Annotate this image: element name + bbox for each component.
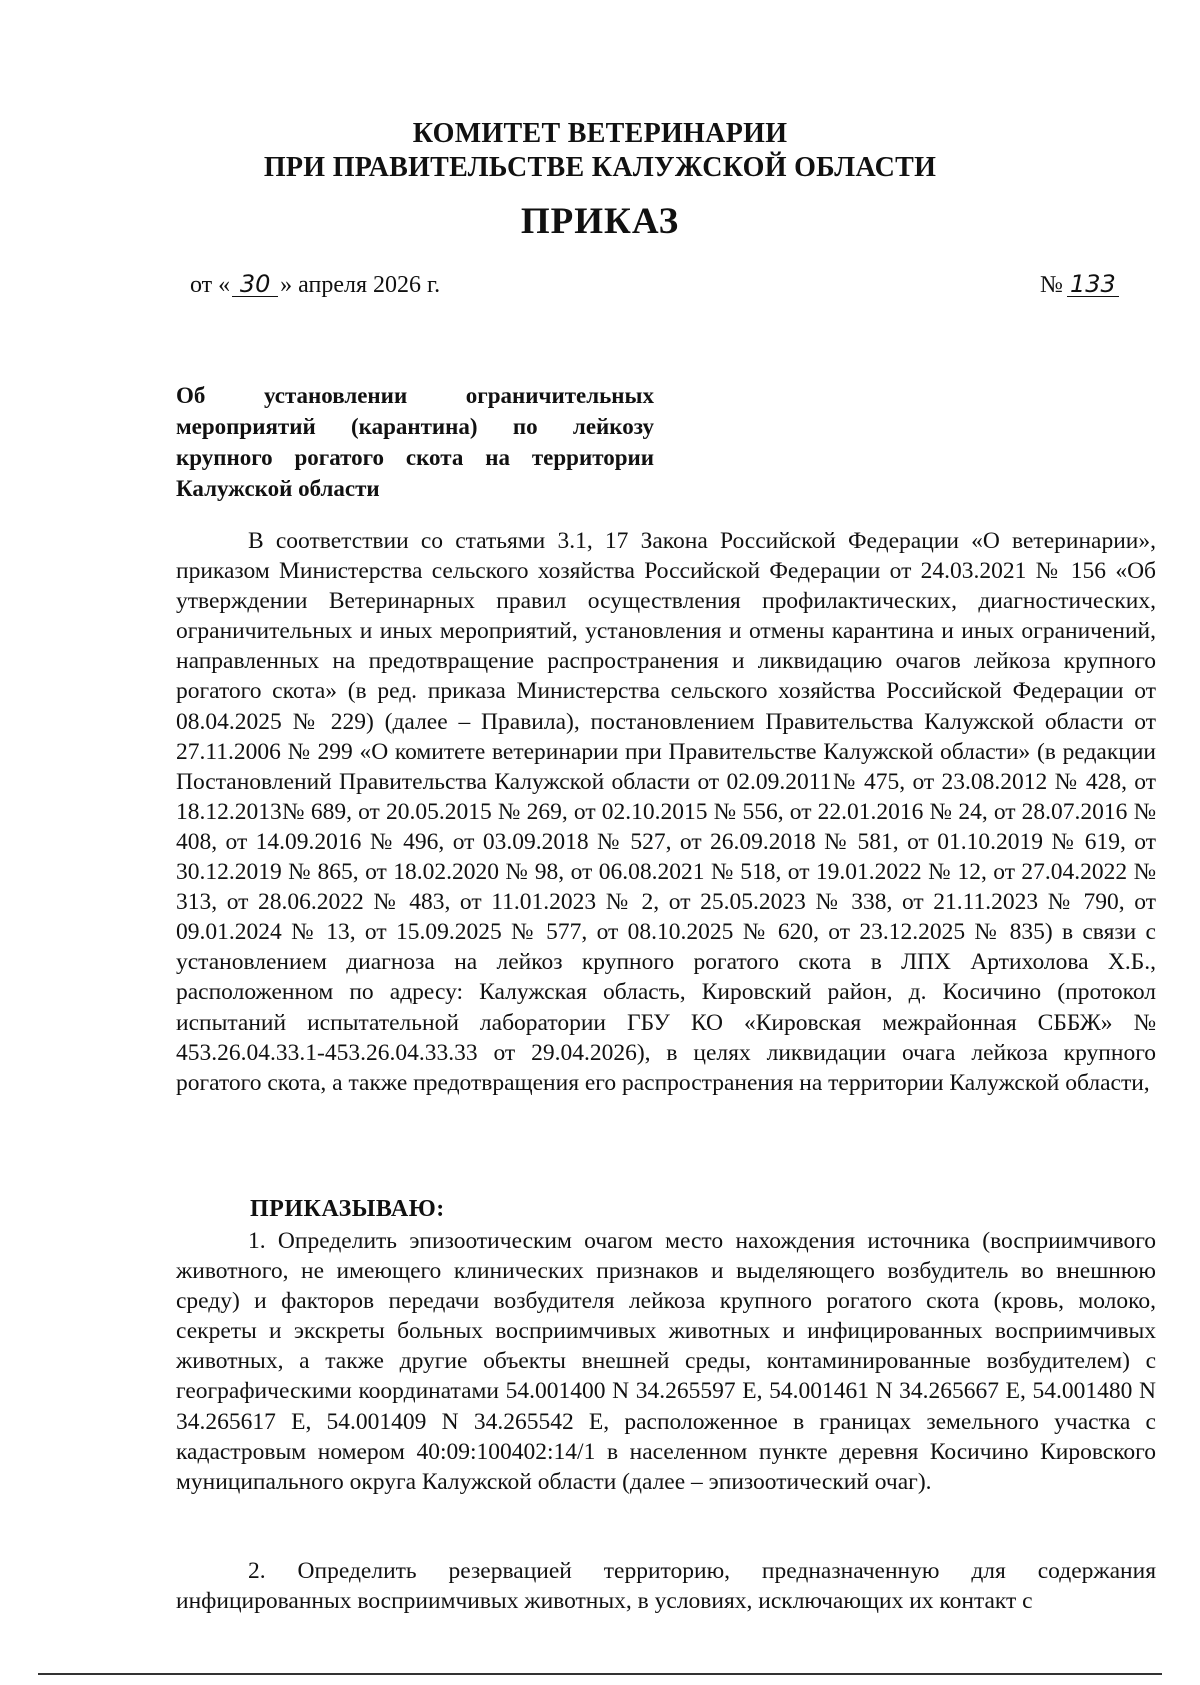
order-item-1: 1. Определить эпизоотическим очагом место нахождения источника (восприимчивого животного, не имеющего клинических признаков и выделяющего возбудитель во внешнюю среду) и факторов передачи возбудителя лейкоза крупного рогатого скота (кровь, молоко, секреты и экскреты больных восприимчивых животных и инфицированных восприимчивых животных, а также другие объекты внешней среды, контаминированные возбудителем) с географическими координатами 54.001400 N 34.265597 E, 54.001461 N 34.265667 E, 54.001480 N 34.265617 E, 54.001409 N 34.265542 E, расположенное в границах земельного участка с кадастровым номером 40:09:100402:14/1 в населенном пункте деревня Косичино Кировского муниципального округа Калужской области (далее – эпизоотический очаг). — [176, 1228, 1156, 1495]
number-label: № — [1040, 272, 1063, 298]
number-handwritten: 133 — [1067, 272, 1119, 297]
document-type-title: ПРИКАЗ — [520, 201, 680, 242]
preamble-paragraph: В соответствии со статьями 3.1, 17 Закона Российской Федерации «О ветеринарии», приказом Министерства сельского хозяйства Российской Федерации от 24.03.2021 № 156 «Об утверждении Ветеринарных правил осуществления профилактических, диагностических, ограничительных и иных мероприятий, установления и отмены карантина и иных ограничений, направленных на предотвращение распространения и ликвидацию очагов лейкоза крупного рогатого скота» (в ред. приказа Министерства сельского хозяйства Российской Федерации от 08.04.2025 № 229) (далее – Правила), постановлением Правительства Калужской области от 27.11.2006 № 299 «О комитете ветеринарии при Правительстве Калужской области» (в редакции Постановлений Правительства Калужской области от 02.09.2011№ 475, от 23.08.2012 № 428, от 18.12.2013№ 689, от 20.05.2015 № 269, от 02.10.2015 № 556, от 22.01.2016 № 24, от 28.07.2016 № 408, от 14.09.2016 № 496, от 03.09.2018 № 527, от 26.09.2018 № 581, от 01.10.2019 № 619, от 30.12.2019 № 865, от 18.02.2020 № 98, от 06.08.2021 № 518, от 19.01.2022 № 12, от 27.04.2022 № 313, от 28.06.2022 № 483, от 11.01.2023 № 2, от 25.05.2023 № 338, от 21.11.2023 № 790, от 09.01.2024 № 13, от 15.09.2025 № 577, от 08.10.2025 № 620, от 23.12.2025 № 835) в связи с установлением диагноза на лейкоз крупного рогатого скота в ЛПХ Артихолова Х.Б., расположенном по адресу: Калужская область, Кировский район, д. Косичино (протокол испытаний испытательной лаборатории ГБУ КО «Кировская межрайонная СББЖ» № 453.26.04.33.1-453.26.04.33.33 от 29.04.2026), в целях ликвидации очага лейкоза крупного рогатого скота, а также предотвращения его распространения на территории Калужской области, — [176, 528, 1156, 1096]
date-day-handwritten: 30 — [232, 272, 278, 297]
organization-name-line2: ПРИ ПРАВИТЕЛЬСТВЕ КАЛУЖСКОЙ ОБЛАСТИ — [263, 152, 937, 183]
order-subject: Об установлении ограничительных мероприятий (карантина) по лейкозу крупного рогатого скота на территории Калужской области — [176, 383, 654, 501]
order-date — [190, 272, 440, 299]
order-heading: ПРИКАЗЫВАЮ: — [250, 1196, 445, 1222]
order-number — [1040, 272, 1119, 299]
organization-name-line1: КОМИТЕТ ВЕТЕРИНАРИИ — [412, 118, 788, 149]
order-item-2: 2. Определить резервацией территорию, предназначенную для содержания инфицированных восприимчивых животных, в условиях, исключающих их контакт с — [176, 1558, 1156, 1615]
date-prefix: от « — [190, 272, 231, 298]
page-bottom-divider — [38, 1673, 1162, 1675]
date-month-year: » апреля 2026 г. — [280, 272, 441, 298]
